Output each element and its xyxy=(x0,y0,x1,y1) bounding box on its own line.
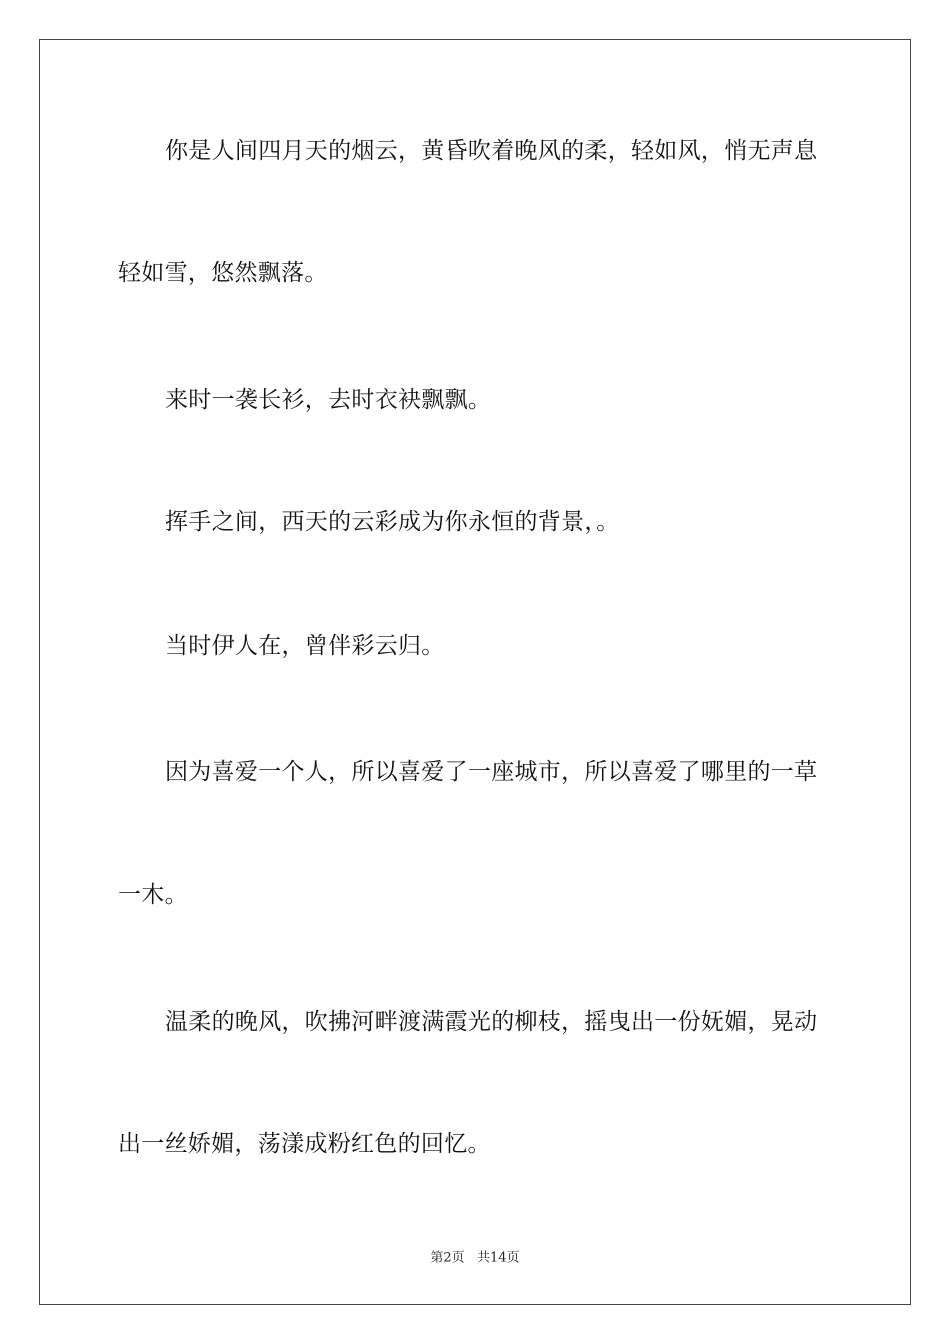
text-line-2: 轻如雪，悠然飘落。 xyxy=(118,260,328,286)
text-line-7: 一木。 xyxy=(118,882,188,908)
page-border xyxy=(39,39,911,1305)
text-line-5: 当时伊人在，曾伴彩云归。 xyxy=(165,633,445,659)
text-line-3: 来时一袭长衫，去时衣袂飘飘。 xyxy=(165,387,492,413)
page-number: 第2页 共14页 xyxy=(430,1250,520,1266)
text-line-9: 出一丝娇媚，荡漾成粉红色的回忆。 xyxy=(118,1131,491,1157)
text-line-1: 你是人间四月天的烟云，黄昏吹着晚风的柔，轻如风，悄无声息 xyxy=(165,138,818,164)
text-line-4: 挥手之间，西天的云彩成为你永恒的背景，。 xyxy=(165,509,620,535)
text-line-6: 因为喜爱一个人，所以喜爱了一座城市，所以喜爱了哪里的一草 xyxy=(165,759,818,785)
text-line-8: 温柔的晚风，吹拂河畔渡满霞光的柳枝，摇曳出一份妩媚，晃动 xyxy=(165,1009,818,1035)
